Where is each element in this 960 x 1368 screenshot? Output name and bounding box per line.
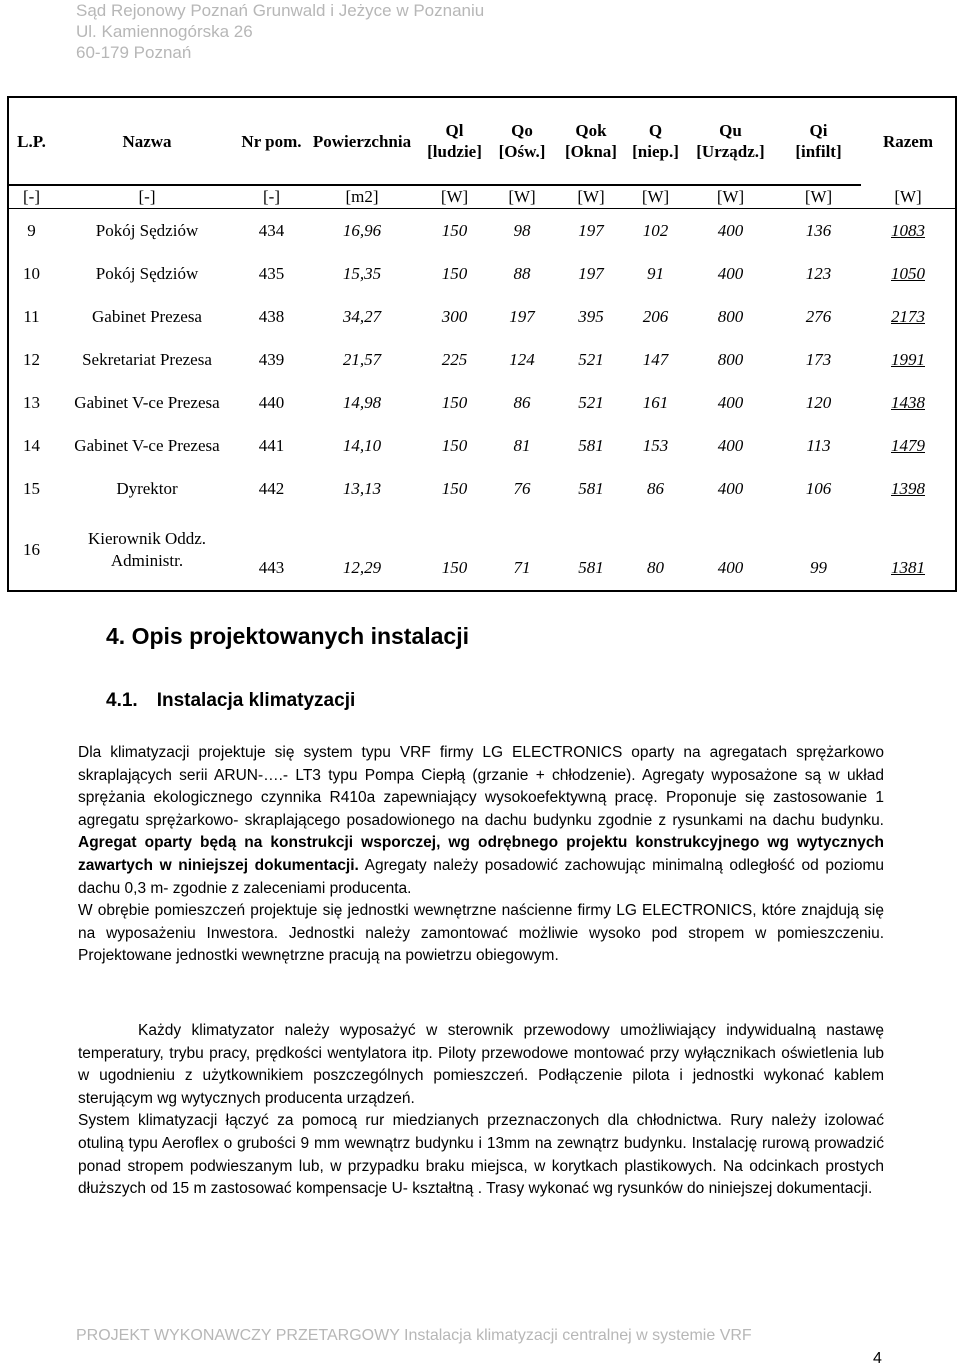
table-cell: 197 (509, 306, 535, 326)
column-header: L.P. (9, 98, 54, 185)
table-cell: Kierownik Oddz. Administr. (87, 529, 207, 570)
table-cell: 153 (642, 435, 669, 455)
table-cell: 434 (258, 220, 285, 240)
table-cell: 173 (805, 349, 832, 369)
unit-cell: [m2] (303, 185, 421, 209)
table-cell: 400 (717, 478, 744, 498)
table-cell: 150 (441, 558, 468, 577)
table-cell: 581 (578, 558, 604, 577)
table-cell: Dyrektor (116, 478, 178, 498)
section-title: 4. Opis projektowanych instalacji (106, 623, 470, 649)
table-cell: 99 (810, 558, 827, 577)
table-cell: 441 (258, 435, 285, 455)
table-cell: 400 (717, 558, 744, 577)
table-cell: 150 (441, 392, 468, 412)
document-header (76, 0, 484, 63)
table-cell: 2173 (891, 306, 925, 326)
unit-cell: [W] (556, 185, 626, 209)
table-cell: 581 (578, 478, 604, 498)
paragraph-1b: W obrębie pomieszczeń projektuje się jednostki wewnętrzne naścienne firmy LG ELECTRONICS, które znajdują się na wyposażeniu Inwestora. Jednostki należy zamontować możliwie wysoko pod stropem w pomieszczeniu. Projektowane jednostki wewnętrzne pracują na powietrzu obiegowym. (78, 902, 884, 965)
table-row (9, 209, 955, 253)
table-cell: 9 (27, 220, 36, 240)
heat-load-table (7, 96, 957, 592)
table-cell: 13 (23, 392, 40, 412)
table-cell: 1050 (891, 263, 925, 283)
unit-cell: [-] (240, 185, 303, 209)
table-cell: 1991 (891, 349, 925, 369)
subsection-title: 4.1. Instalacja klimatyzacji (106, 690, 356, 711)
table-cell: 81 (513, 435, 531, 455)
column-header: Qu [Urządz.] (685, 98, 776, 185)
table-cell: 124 (509, 349, 535, 369)
table-cell: 1083 (891, 220, 925, 240)
table-cell: 521 (578, 349, 604, 369)
column-header: Qi [infilt] (776, 98, 861, 185)
table-cell: 1398 (891, 478, 925, 498)
table-cell: 150 (441, 263, 468, 283)
column-header: Q [niep.] (626, 98, 685, 185)
table-cell: 15,35 (342, 263, 382, 283)
table-cell: 147 (642, 349, 669, 369)
table-cell: Pokój Sędziów (95, 263, 199, 283)
table-cell: 439 (258, 349, 285, 369)
page-number: 4 (873, 1350, 882, 1367)
table-cell: 106 (805, 478, 832, 498)
table-cell: 10 (23, 263, 40, 283)
table-cell: 300 (441, 306, 468, 326)
column-header: Qok [Okna] (556, 98, 626, 185)
table-units-row (9, 185, 955, 209)
paragraph-1a (78, 742, 884, 900)
table-cell: 197 (578, 220, 604, 240)
table-cell: 161 (642, 392, 669, 412)
table-cell: 225 (441, 349, 468, 369)
table-cell: 21,57 (342, 349, 382, 369)
unit-cell: [W] (626, 185, 685, 209)
court-name: Sąd Rejonowy Poznań Grunwald i Jeżyce w Poznaniu (76, 1, 485, 20)
table-cell: 1381 (891, 558, 925, 577)
table-row (9, 338, 955, 381)
text-run: Dla klimatyzacji projektuje się system typu VRF firmy LG ELECTRONICS oparty na agregatach sprężarkowo skraplających serii ARUN-….- LT3 typu Pompa Ciepłą (grzanie + chłodzenie). Agregaty wyposażone są w układ sprężania ekologicznego czynnika R410a zapewniający wysokoefektywną pracę. Proponuje się zastosowanie 1 agregatu sprężarkowo- skraplającego posadowionego na dachu budynku zgodnie z rysunkami na dachu budynku. (78, 744, 884, 829)
table-cell: 400 (717, 263, 744, 283)
table-cell: 438 (258, 306, 285, 326)
table-cell: 581 (578, 435, 604, 455)
table-cell: 91 (647, 263, 664, 283)
table-cell: 1438 (891, 392, 925, 412)
unit-cell: [-] (54, 185, 240, 209)
table-cell: 150 (441, 220, 468, 240)
table-cell: 150 (441, 435, 468, 455)
table-cell: Gabinet Prezesa (92, 306, 202, 326)
table-cell: 120 (805, 392, 832, 412)
table-cell: 88 (513, 263, 531, 283)
unit-cell: [-] (9, 185, 54, 209)
column-header: Powierzchnia (303, 98, 421, 185)
table-cell: 1479 (891, 435, 925, 455)
table-cell: 14,98 (342, 392, 382, 412)
table-cell: 98 (513, 220, 531, 240)
table-cell: 800 (717, 306, 744, 326)
postal-city: 60-179 Poznań (76, 43, 192, 62)
table-cell: 86 (647, 478, 664, 498)
document-footer: PROJEKT WYKONAWCZY PRZETARGOWY Instalacja klimatyzacji centralnej w systemie VRF (76, 1327, 752, 1344)
table-header-row (9, 98, 955, 185)
table-cell: 400 (717, 435, 744, 455)
table-cell: Gabinet V-ce Prezesa (74, 392, 220, 412)
table-row (9, 510, 955, 590)
table-row (9, 252, 955, 295)
column-header: Ql [ludzie] (421, 98, 488, 185)
table-cell: 71 (513, 558, 531, 577)
table-cell: 102 (642, 220, 669, 240)
table-cell: 16,96 (342, 220, 382, 240)
table-cell: 12 (23, 349, 40, 369)
table-cell: 442 (258, 478, 285, 498)
table-cell: 14,10 (342, 435, 382, 455)
table-cell: 80 (647, 558, 664, 577)
unit-cell: [W] (776, 185, 861, 209)
paragraph-air-conditioning (78, 742, 884, 968)
paragraph-2a: Każdy klimatyzator należy wyposażyć w sterownik przewodowy umożliwiający indywidualną nastawę temperatury, trybu pracy, prędkości wentylatora itp. Piloty przewodowe montować przy wyłącznikach oświetlenia lub w ugodnieniu z użytkownikiem poszczególnych pomieszczeń. Podłączenie pilota i jednostki wykonać kablem sterującym wg wytycznych producenta urządzeń. (78, 1022, 884, 1107)
table-row (9, 381, 955, 424)
unit-cell: [W] (685, 185, 776, 209)
table-cell: 113 (806, 435, 831, 455)
table-cell: 76 (513, 478, 531, 498)
paragraph-2b: System klimatyzacji łączyć za pomocą rur miedzianych przeznaczonych dla chłodnictwa. Rury należy izolować otuliną typu Aeroflex o grubości 9 mm wewnątrz budynku i 13mm na zewnątrz budynku. Instalację rurową prowadzić ponad stropem podwieszanym lub, w przypadku braku miejsca, w korytkach plastikowych. Na odcinkach prostych dłuższych od 15 m zastosować kompensacje U- kształtną . Trasy wykonać wg rysunków do niniejszej dokumentacji. (78, 1112, 884, 1198)
table-cell: Pokój Sędziów (95, 220, 199, 240)
bold-text-run: Agregat oparty będą na konstrukcji wsporczej, wg odrębnego projektu konstrukcyjnego wg wytycznych zawartych w niniejszej dokumentacji. (78, 834, 884, 874)
table-cell: 395 (578, 306, 604, 326)
table-cell: 86 (513, 392, 531, 412)
table-cell: 800 (717, 349, 744, 369)
table-cell: 443 (258, 558, 285, 577)
table-row (9, 295, 955, 338)
column-header: Qo [Ośw.] (488, 98, 556, 185)
table-cell: 12,29 (342, 558, 382, 577)
unit-cell: [W] (421, 185, 488, 209)
table-row (9, 424, 955, 467)
table-cell: 400 (717, 392, 744, 412)
table-cell: Sekretariat Prezesa (82, 349, 212, 369)
table-cell: 206 (642, 306, 669, 326)
table-cell: 400 (717, 220, 744, 240)
table-cell: 16 (23, 540, 40, 559)
text-run: Agregaty należy posadowić zachowując minimalną odległość od poziomu dachu 0,3 m- zgodnie z zaleceniami producenta. (78, 856, 884, 897)
table-cell: 150 (441, 478, 468, 498)
table-cell: 276 (805, 306, 832, 326)
unit-cell: [W] (488, 185, 556, 209)
table-body (9, 209, 955, 591)
table-cell: 521 (578, 392, 604, 412)
table-cell: 15 (23, 478, 40, 498)
table-cell: 435 (258, 263, 285, 283)
table-row (9, 467, 955, 510)
table-cell: Gabinet V-ce Prezesa (74, 435, 220, 455)
table-cell: 123 (805, 263, 832, 283)
unit-cell: [W] (861, 185, 955, 209)
table-cell: 136 (805, 220, 832, 240)
street-address: Ul. Kamiennogórska 26 (76, 22, 253, 41)
table-cell: 11 (23, 306, 40, 326)
column-header: Razem (882, 132, 934, 151)
table-cell: 197 (578, 263, 604, 283)
table-cell: 440 (258, 392, 285, 412)
column-header: Nr pom. (240, 98, 303, 185)
table-cell: 14 (23, 435, 40, 455)
paragraph-controllers (78, 1020, 884, 1201)
table-cell: 34,27 (342, 306, 382, 326)
table-cell: 13,13 (342, 478, 382, 498)
column-header: Nazwa (54, 98, 240, 185)
